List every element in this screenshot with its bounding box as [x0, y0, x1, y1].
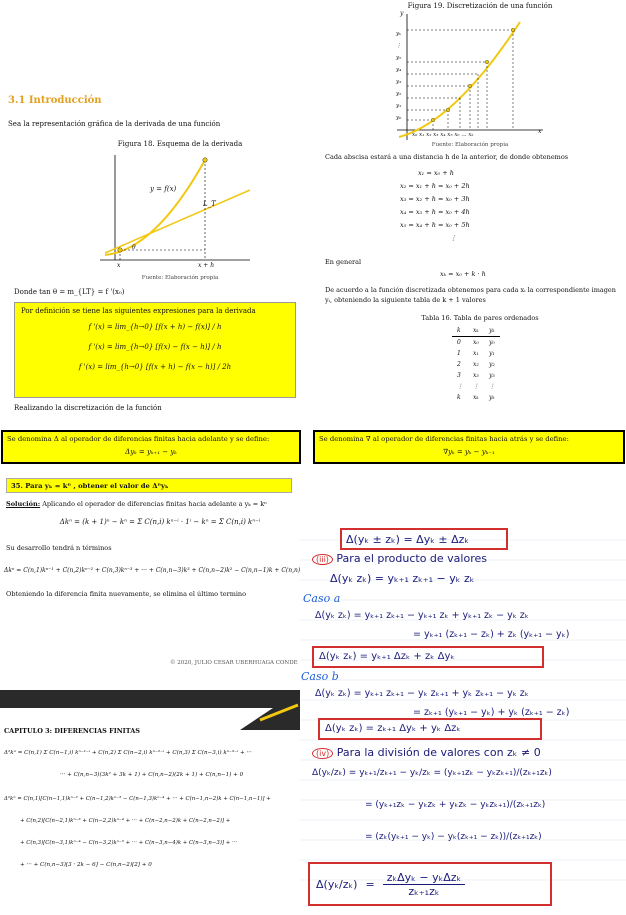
iv-line-2: = (yₖ₊₁zₖ − yₖzₖ + yₖzₖ − yₖzₖ₊₁)/(zₖ₊₁zₖ): [365, 800, 546, 810]
fig19-x-axis: x: [538, 128, 542, 135]
backward-formula: ∇yₖ = yₖ − yₖ₋₁: [443, 448, 495, 456]
definition-text: Por definición se tiene las siguientes expresiones para la derivada: [21, 307, 256, 315]
intro-section: [8, 95, 308, 128]
table-cell: 0: [457, 339, 461, 346]
backward-operator-box: Se denomina ∇ al operador de diferencias finitas hacia atrás y se define: ∇yₖ = yₖ − yₖ₋₁: [313, 430, 625, 464]
table-cell: y₁: [489, 350, 495, 357]
table-cell: k: [452, 325, 468, 337]
tangent-label: L_T: [203, 200, 216, 208]
figure18-caption: Figura 18. Esquema de la derivada: [117, 140, 243, 148]
xh-label: x + h: [198, 262, 215, 269]
derivative-formula-1: f '(x) = lim_{h→0} [f(x + h) − f(x)] / h: [88, 323, 222, 331]
discretization-chart: [395, 12, 545, 142]
chapter-label: CAPITULO 3: DIFERENCIAS FINITAS: [4, 727, 140, 735]
table-cell: y₃: [489, 372, 495, 379]
exercise-eq2: Δkⁿ = C(n,1)kⁿ⁻¹ + C(n,2)kⁿ⁻² + C(n,3)kⁿ⁻³ + ··· + C(n,n−3)k³ + C(n,n−2)k² − C(n,n−1)k + C(n,n): [4, 567, 301, 574]
table-intro: De acuerdo a la función discretizada obtenemos para cada xᵢ la correspondiente imagen yᵢ, obteniendo la siguiente tabla de k + 1 valores: [325, 286, 616, 304]
caso-b-label: Caso b: [301, 670, 339, 683]
caso-b-line-1: Δ(yₖ zₖ) = yₖ₊₁ zₖ₊₁ − yₖ zₖ₊₁ + yₖ zₖ₊₁ − yₖ zₖ: [315, 688, 529, 699]
division-rule-box: Δ(yₖ/zₖ) = zₖΔyₖ − yₖΔzₖ zₖ₊₁zₖ: [308, 862, 552, 906]
figure19-caption: Figura 19. Discretización de una función: [407, 2, 553, 10]
discretization-intro: Cada abscisa estará a una distancia h de la anterior, de donde obtenemos: [325, 153, 569, 161]
caso-a-line-1: Δ(yₖ zₖ) = yₖ₊₁ zₖ₊₁ − yₖ₊₁ zₖ + yₖ₊₁ zₖ − yₖ zₖ: [315, 610, 529, 621]
forward-operator-box: Se denomina Δ al operador de diferencias finitas hacia adelante y se define: Δyₖ = yₖ₊₁ − yₖ: [1, 430, 301, 464]
fig19-x-labels: x₀ x₁ x₂ x₃ x₄ x₅ x₆ ... xₖ: [412, 132, 474, 138]
fig19-y-labels: yₖ ⋮ y₅ y₄ y₃ y₂ y₁ y₀: [396, 31, 402, 121]
page-fold: [240, 690, 300, 730]
table-cell: 1: [457, 350, 461, 357]
tan-line: Donde tan θ = m_{LT} = f '(x₀): [14, 288, 125, 296]
fig19-y-axis: y: [400, 10, 404, 17]
section-heading: 3.1 Introducción: [8, 95, 102, 106]
exercise-after: Obteniendo la diferencia finita nuevamente, se elimina el último termino: [6, 590, 247, 598]
fig19-source: Fuente: Elaboración propia: [431, 142, 509, 148]
discretize-line: Realizando la discretización de la función: [14, 404, 162, 412]
abscissa-equations: x₁ = x₀ + h x₂ = x₁ + h = x₀ + 2h x₃ = x₂ + h = x₀ + 3h x₄ = x₃ + h = x₀ + 4h x₅ = x₄ + h = x₀ + 5h ⋮: [400, 169, 470, 242]
caso-a-line-2: = yₖ₊₁ (zₖ₊₁ − zₖ) + zₖ (yₖ₊₁ − yₖ): [413, 629, 570, 640]
definition-box: [14, 302, 296, 398]
iv-line-3: = (zₖ(yₖ₊₁ − yₖ) − yₖ(zₖ₊₁ − zₖ))/(zₖ₊₁zₖ): [365, 832, 542, 842]
table-cell: x₁: [473, 350, 479, 357]
chapter-line-6: + ··· + C(n,n−3)[3 · 2k − 6] − C(n,n−2)[2] + 0: [20, 862, 152, 868]
chapter-line-2: ··· + C(n,n−3)(3k² + 3k + 1) + C(n,n−2)(2k + 1) + C(n,n−1) + 0: [60, 772, 244, 778]
page-footer: © 2020, JULIO CESAR UBERHUAGA CONDE: [170, 660, 298, 666]
table-cell: y₂: [489, 361, 495, 368]
solution-line: Solución: Aplicando el operador de diferencias finitas hacia adelante a yₖ = kⁿ: [6, 500, 267, 508]
iii-heading: (iii) Para el producto de valores: [312, 552, 487, 565]
general-label: En general: [325, 258, 362, 266]
intro-sentence: Sea la representación gráfica de la derivada de una función: [8, 120, 221, 128]
derivative-formula-3: f '(x) = lim_{h→0} [f(x + h) − f(x − h)] / 2h: [78, 363, 232, 371]
exercise-eq1: Δkⁿ = (k + 1)ⁿ − kⁿ = Σ C(n,i) kⁿ⁻ⁱ · 1ⁱ − kⁿ = Σ C(n,i) kⁿ⁻ⁱ: [59, 518, 261, 526]
iv-heading: (iv) Para la división de valores con zₖ ≠ 0: [312, 746, 541, 759]
development-text: Su desarrollo tendrá n términos: [6, 544, 112, 552]
table-caption: Tabla 16. Tabla de pares ordenados: [421, 314, 539, 322]
table-cell: xₖ: [473, 394, 479, 401]
caso-b-line-2: = zₖ₊₁ (yₖ₊₁ − yₖ) + yₖ (zₖ₊₁ − zₖ): [413, 707, 570, 718]
table-cell: xₖ: [468, 325, 484, 337]
table-row: [452, 337, 500, 349]
general-eq: xₖ = x₀ + k · h: [440, 270, 486, 278]
table-cell: yₖ: [489, 394, 495, 401]
caso-b-box: Δ(yₖ zₖ) = zₖ₊₁ Δyₖ + yₖ Δzₖ: [318, 718, 542, 740]
curve-label: y = f(x): [150, 185, 177, 193]
table-cell: x₂: [473, 361, 479, 368]
table-cell: x₀: [473, 339, 479, 346]
theta-label: θ: [132, 244, 136, 251]
table-cell: ⋮: [457, 383, 463, 390]
iv-line-1: Δ(yₖ/zₖ) = yₖ₊₁/zₖ₊₁ − yₖ/zₖ = (yₖ₊₁zₖ − yₖzₖ₊₁)/(zₖ₊₁zₖ): [312, 768, 552, 778]
table-row: [452, 325, 500, 337]
caso-a-box: Δ(yₖ zₖ) = yₖ₊₁ Δzₖ + zₖ Δyₖ: [312, 646, 544, 668]
table-cell: ⋮: [473, 383, 479, 390]
table-cell: 3: [457, 372, 461, 379]
table-cell: k: [457, 394, 461, 401]
derivative-diagram: [95, 150, 255, 270]
sum-rule-box: Δ(yₖ ± zₖ) = Δyₖ ± Δzₖ: [340, 528, 508, 550]
table-row: [452, 381, 500, 392]
table-cell: yₖ: [484, 325, 500, 337]
figure18-source: Fuente: Elaboración propia: [141, 275, 219, 281]
curve: [105, 160, 205, 255]
table-row: [452, 370, 500, 381]
chapter-line-1: Δ²kⁿ = C(n,1) Σ C(n−1,i) kⁿ⁻¹⁻ⁱ + C(n,2) Σ C(n−2,i) kⁿ⁻²⁻ⁱ + C(n,3) Σ C(n−3,i) kⁿ⁻³⁻ⁱ + ···: [4, 750, 252, 756]
chapter-line-3: Δ²kⁿ = C(n,1)[C(n−1,1)kⁿ⁻² + C(n−1,2)kⁿ⁻³ − C(n−1,3)kⁿ⁻⁴ + ··· + C(n−1,n−2)k + C(n−1,n−1)] +: [4, 796, 271, 802]
x-label: x: [117, 262, 121, 269]
table-row: [452, 348, 500, 359]
caso-a-label: Caso a: [303, 592, 341, 605]
exercise-title: 35. Para yₖ = kⁿ , obtener el valor de Δⁿyₖ: [6, 478, 292, 493]
table-cell: ⋮: [489, 383, 495, 390]
forward-formula: Δyₖ = yₖ₊₁ − yₖ: [125, 448, 177, 456]
iii-eq: Δ(yₖ zₖ) = yₖ₊₁ zₖ₊₁ − yₖ zₖ: [330, 572, 475, 585]
derivative-formula-2: f '(x) = lim_{h→0} [f(x) − f(x − h)] / h: [88, 343, 222, 351]
table-cell: x₃: [473, 372, 479, 379]
pairs-table: [452, 325, 500, 403]
chapter-line-4: + C(n,2)[C(n−2,1)kⁿ⁻³ + C(n−2,2)kⁿ⁻⁴ + ··· + C(n−2,n−2)k + C(n−2,n−2)] +: [20, 818, 231, 824]
table-row: [452, 392, 500, 403]
table-cell: 2: [457, 361, 461, 368]
tangent-line: [105, 190, 250, 253]
chapter-line-5: + C(n,3)[C(n−3,1)kⁿ⁻⁴ − C(n−3,2)kⁿ⁻⁵ + ··· + C(n−3,n−4)k + C(n−3,n−3)] + ···: [20, 840, 238, 846]
table-row: [452, 359, 500, 370]
table-cell: y₀: [489, 339, 495, 346]
